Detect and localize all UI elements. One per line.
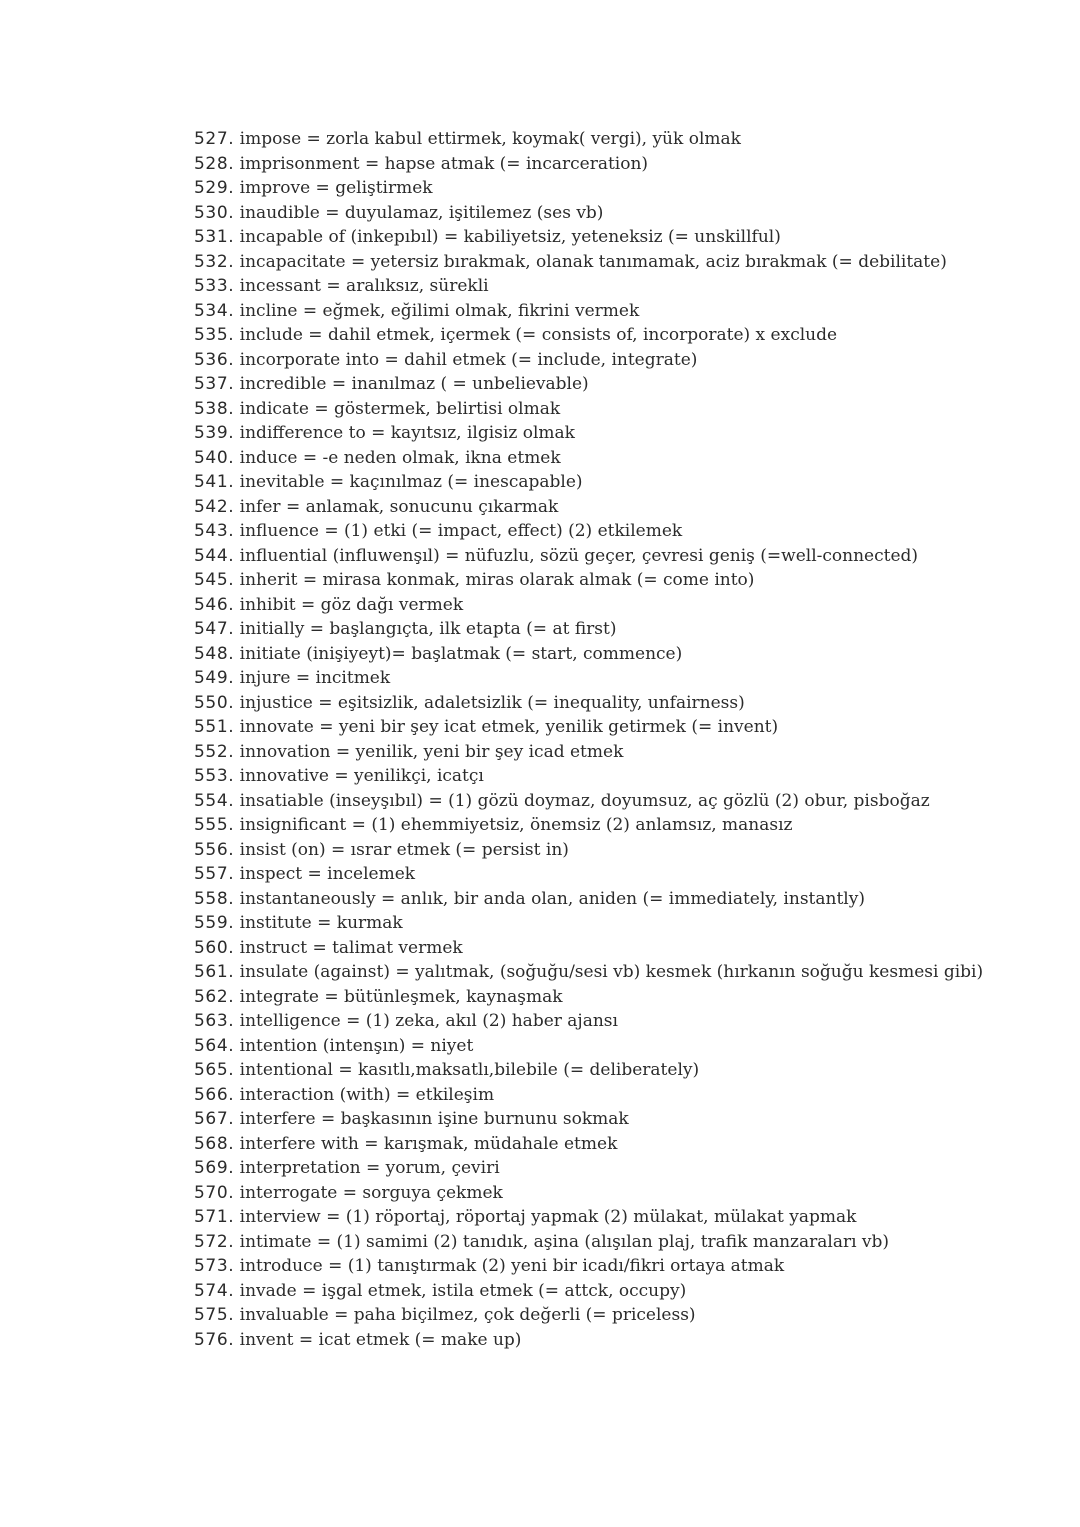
entry-text: indifference to = kayıtsız, ilgisiz olmak [239, 423, 575, 443]
entry-number: 555. [194, 815, 235, 835]
entry-number: 548. [194, 643, 235, 664]
entry-text: incapable of (inkepıbıl) = kabiliyetsiz, yeteneksiz (= unskillful) [239, 227, 781, 247]
entry-number: 535. [194, 325, 235, 345]
entry-number: 532. [194, 251, 235, 272]
entry-text: invade = işgal etmek, istila etmek (= attck, occupy) [239, 1280, 687, 1301]
vocab-entry [194, 789, 994, 814]
entry-number: 552. [194, 741, 235, 762]
vocab-entry [194, 617, 994, 642]
vocab-entry [194, 1303, 994, 1328]
entry-text: inaudible = duyulamaz, işitilemez (ses vb) [239, 202, 604, 223]
entry-text: indicate = göstermek, belirtisi olmak [239, 398, 561, 419]
entry-text: institute = kurmak [239, 913, 403, 933]
vocab-entry [194, 642, 994, 667]
vocab-entry [194, 152, 994, 177]
vocab-entry [194, 911, 994, 936]
entry-text: innovate = yeni bir şey icat etmek, yenilik getirmek (= invent) [239, 717, 779, 737]
vocab-entry [194, 1034, 994, 1059]
entry-number: 564. [194, 1035, 235, 1056]
entry-number: 551. [194, 717, 235, 737]
entry-number: 560. [194, 937, 235, 958]
entry-text: insatiable (inseyşıbıl) = (1) gözü doymaz, doyumsuz, aç gözlü (2) obur, pisboğaz [239, 790, 930, 811]
entry-text: insulate (against) = yalıtmak, (soğuğu/sesi vb) kesmek (hırkanın soğuğu kesmesi gibi) [239, 962, 984, 982]
entry-text: innovative = yenilikçi, icatçı [239, 766, 484, 786]
entry-number: 563. [194, 1011, 235, 1031]
entry-number: 573. [194, 1256, 235, 1276]
vocab-entry [194, 446, 994, 471]
vocab-entry [194, 1156, 994, 1181]
entry-number: 571. [194, 1207, 235, 1227]
entry-number: 534. [194, 300, 235, 321]
entry-number: 531. [194, 227, 235, 247]
entry-text: influential (influwenşıl) = nüfuzlu, sözü geçer, çevresi geniş (=well-connected) [239, 545, 919, 566]
entry-number: 558. [194, 888, 235, 909]
entry-text: impose = zorla kabul ettirmek, koymak( vergi), yük olmak [239, 129, 741, 149]
vocab-entry [194, 838, 994, 863]
entry-text: incredible = inanılmaz ( = unbelievable) [239, 374, 589, 394]
entry-text: influence = (1) etki (= impact, effect) (2) etkilemek [239, 521, 683, 541]
entry-number: 541. [194, 472, 235, 492]
entry-text: introduce = (1) tanıştırmak (2) yeni bir icadı/fikri ortaya atmak [239, 1256, 785, 1276]
entry-text: interrogate = sorguya çekmek [239, 1182, 503, 1203]
vocab-entry [194, 299, 994, 324]
entry-text: infer = anlamak, sonucunu çıkarmak [239, 496, 559, 517]
vocab-entry [194, 397, 994, 422]
entry-number: 575. [194, 1305, 235, 1325]
entry-number: 554. [194, 790, 235, 811]
entry-number: 566. [194, 1084, 235, 1105]
entry-text: include = dahil etmek, içermek (= consists of, incorporate) x exclude [239, 325, 838, 345]
vocab-entry [194, 519, 994, 544]
entry-number: 536. [194, 349, 235, 370]
entry-number: 568. [194, 1133, 235, 1154]
entry-number: 543. [194, 521, 235, 541]
vocab-entry [194, 323, 994, 348]
entry-number: 561. [194, 962, 235, 982]
vocab-entry [194, 715, 994, 740]
entry-number: 545. [194, 570, 235, 590]
vocab-entry [194, 666, 994, 691]
entry-text: inherit = mirasa konmak, miras olarak almak (= come into) [239, 570, 755, 590]
entry-number: 576. [194, 1329, 235, 1350]
vocab-entry [194, 1254, 994, 1279]
entry-text: incorporate into = dahil etmek (= include, integrate) [239, 349, 698, 370]
vocab-entry [194, 1058, 994, 1083]
entry-number: 572. [194, 1231, 235, 1252]
vocab-entry [194, 250, 994, 275]
vocab-entry [194, 862, 994, 887]
vocab-entry [194, 421, 994, 446]
entry-text: instruct = talimat vermek [239, 937, 463, 958]
vocab-entry [194, 495, 994, 520]
vocab-entry [194, 544, 994, 569]
entry-text: intelligence = (1) zeka, akıl (2) haber ajansı [239, 1011, 618, 1031]
entry-number: 539. [194, 423, 235, 443]
entry-text: interfere = başkasının işine burnunu sokmak [239, 1109, 629, 1129]
entry-number: 559. [194, 913, 235, 933]
entry-text: interview = (1) röportaj, röportaj yapmak (2) mülakat, mülakat yapmak [239, 1207, 857, 1227]
entry-text: inevitable = kaçınılmaz (= inescapable) [239, 472, 583, 492]
vocab-entry [194, 1181, 994, 1206]
entry-text: intention (intenşın) = niyet [239, 1035, 474, 1056]
vocab-entry [194, 813, 994, 838]
entry-text: innovation = yenilik, yeni bir şey icad etmek [239, 741, 624, 762]
entry-text: incessant = aralıksız, sürekli [239, 276, 489, 296]
entry-number: 544. [194, 545, 235, 566]
entry-number: 562. [194, 986, 235, 1007]
vocab-entry [194, 593, 994, 618]
vocab-entry [194, 764, 994, 789]
entry-number: 557. [194, 864, 235, 884]
vocab-entry [194, 470, 994, 495]
entry-text: intentional = kasıtlı,maksatlı,bilebile (= deliberately) [239, 1060, 700, 1080]
entry-number: 570. [194, 1182, 235, 1203]
vocab-entry [194, 1205, 994, 1230]
vocab-entry [194, 348, 994, 373]
vocab-entry [194, 1230, 994, 1255]
entry-text: instantaneously = anlık, bir anda olan, aniden (= immediately, instantly) [239, 888, 865, 909]
entry-text: intimate = (1) samimi (2) tanıdık, aşina (alışılan plaj, trafik manzaraları vb) [239, 1231, 890, 1252]
entry-number: 565. [194, 1060, 235, 1080]
vocab-entry [194, 274, 994, 299]
entry-text: interfere with = karışmak, müdahale etmek [239, 1133, 618, 1154]
vocab-entry [194, 127, 994, 152]
vocab-entry [194, 1279, 994, 1304]
vocab-entry [194, 740, 994, 765]
entry-number: 527. [194, 129, 235, 149]
entry-text: interpretation = yorum, çeviri [239, 1158, 500, 1178]
entry-text: injure = incitmek [239, 668, 391, 688]
entry-number: 550. [194, 692, 235, 713]
entry-number: 547. [194, 619, 235, 639]
entry-text: injustice = eşitsizlik, adaletsizlik (= inequality, unfairness) [239, 692, 745, 713]
vocab-entry [194, 176, 994, 201]
entry-number: 574. [194, 1280, 235, 1301]
entry-text: inspect = incelemek [239, 864, 416, 884]
vocab-entry [194, 936, 994, 961]
entry-text: incapacitate = yetersiz bırakmak, olanak tanımamak, aciz bırakmak (= debilitate) [239, 251, 947, 272]
entry-number: 556. [194, 839, 235, 860]
vocab-entry [194, 1132, 994, 1157]
entry-number: 533. [194, 276, 235, 296]
vocab-entry [194, 201, 994, 226]
entry-number: 546. [194, 594, 235, 615]
entry-number: 567. [194, 1109, 235, 1129]
entry-number: 542. [194, 496, 235, 517]
vocab-entry [194, 568, 994, 593]
entry-number: 538. [194, 398, 235, 419]
vocab-entry [194, 1083, 994, 1108]
vocab-entry [194, 985, 994, 1010]
entry-number: 569. [194, 1158, 235, 1178]
entry-text: integrate = bütünleşmek, kaynaşmak [239, 986, 563, 1007]
entry-text: initially = başlangıçta, ilk etapta (= at first) [239, 619, 617, 639]
entry-number: 549. [194, 668, 235, 688]
entry-number: 529. [194, 178, 235, 198]
entry-number: 528. [194, 153, 235, 174]
vocab-entry [194, 1107, 994, 1132]
entry-text: invent = icat etmek (= make up) [239, 1329, 522, 1350]
vocabulary-list [194, 127, 994, 1352]
entry-text: imprisonment = hapse atmak (= incarceration) [239, 153, 649, 174]
entry-number: 553. [194, 766, 235, 786]
entry-text: insist (on) = ısrar etmek (= persist in) [239, 839, 569, 860]
vocab-entry [194, 1009, 994, 1034]
entry-text: insignificant = (1) ehemmiyetsiz, önemsiz (2) anlamsız, manasız [239, 815, 793, 835]
entry-text: improve = geliştirmek [239, 178, 433, 198]
entry-text: initiate (inişiyeyt)= başlatmak (= start, commence) [239, 643, 683, 664]
vocab-entry [194, 372, 994, 397]
vocab-entry [194, 887, 994, 912]
entry-text: inhibit = göz dağı vermek [239, 594, 464, 615]
entry-text: interaction (with) = etkileşim [239, 1084, 495, 1105]
entry-text: incline = eğmek, eğilimi olmak, fikrini vermek [239, 300, 640, 321]
entry-number: 540. [194, 447, 235, 468]
vocab-entry [194, 225, 994, 250]
vocab-entry [194, 1328, 994, 1353]
vocab-entry [194, 960, 994, 985]
entry-number: 537. [194, 374, 235, 394]
entry-text: induce = -e neden olmak, ikna etmek [239, 447, 561, 468]
vocab-entry [194, 691, 994, 716]
entry-text: invaluable = paha biçilmez, çok değerli (= priceless) [239, 1305, 696, 1325]
entry-number: 530. [194, 202, 235, 223]
